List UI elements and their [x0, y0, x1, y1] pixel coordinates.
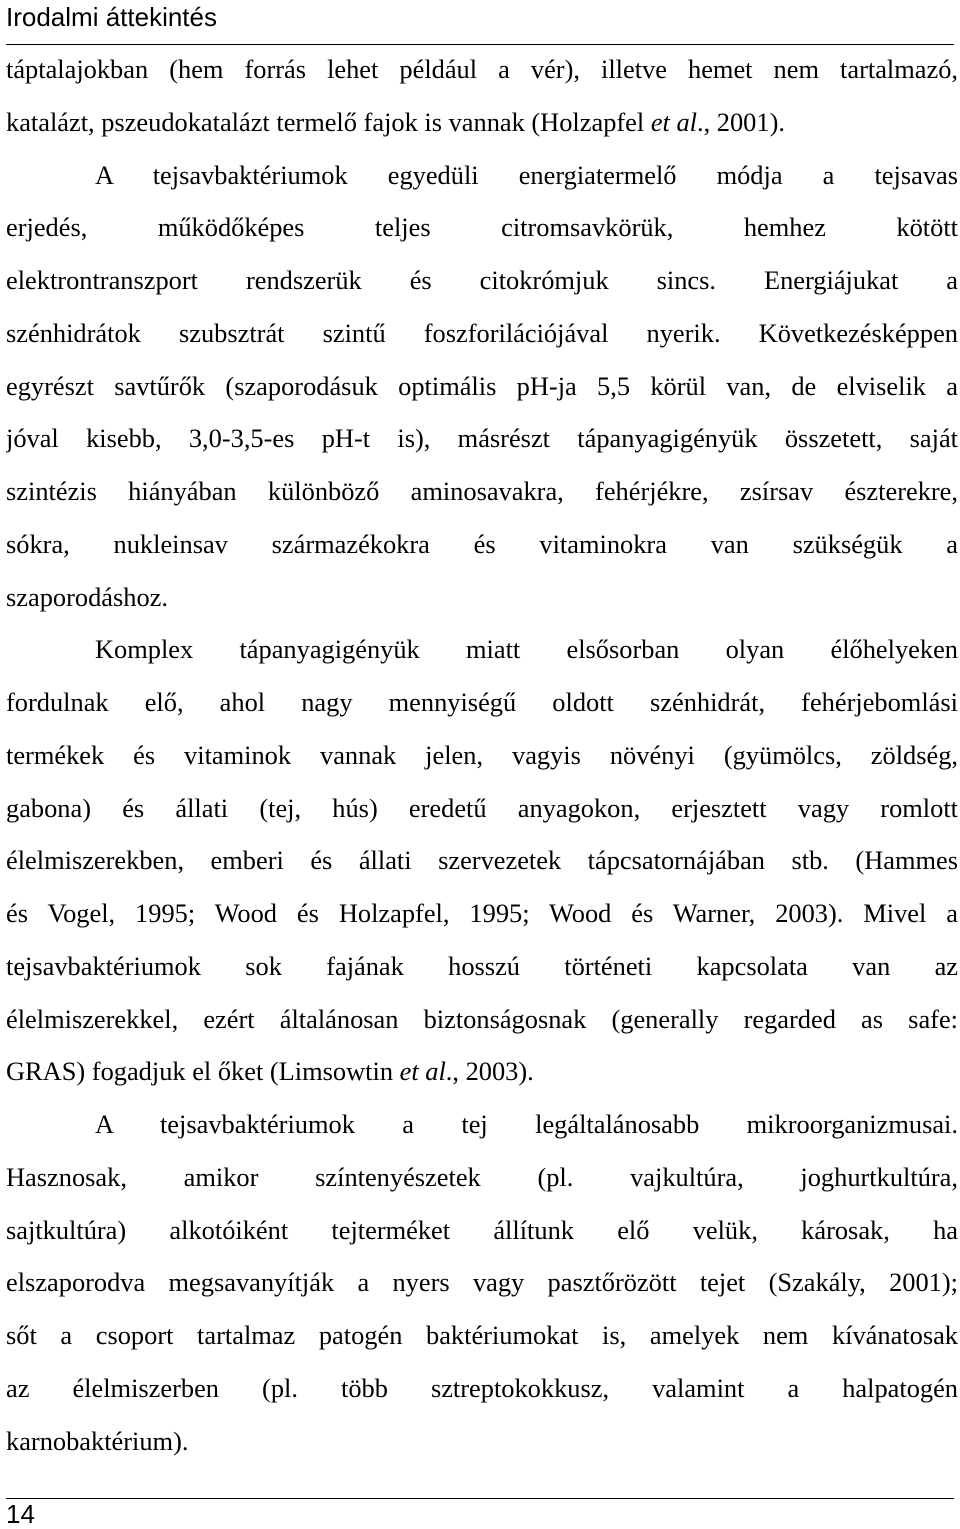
text-line: jóval kisebb, 3,0-3,5-es pH-t is), másrészt tápanyagigényük összetett, saját: [6, 423, 958, 454]
text-line: GRAS) fogadjuk el őket (Limsowtin et al., 2003).: [6, 1056, 534, 1087]
text-line: fordulnak elő, ahol nagy mennyiségű oldott szénhidrát, fehérjebomlási: [6, 687, 958, 717]
text-line: sókra, nukleinsav származékokra és vitaminokra van szükségük a: [6, 528, 958, 559]
text-line: Hasznosak, amikor színtenyészetek (pl. vajkultúra, joghurtkultúra,: [6, 1161, 958, 1192]
text-line: az élelmiszerben (pl. több sztreptokokkusz, valamint a halpatogén: [6, 1372, 958, 1403]
italic-et-al: et al: [399, 1056, 446, 1087]
text-line: gabona) és állati (tej, hús) eredetű anyagokon, erjesztett vagy romlott: [6, 792, 958, 823]
text-line: élelmiszerekben, emberi és állati szervezetek tápcsatornájában stb. (Hammes: [6, 845, 958, 876]
text-line: táptalajokban (hem forrás lehet például a vér), illetve hemet nem tartalmazó,: [6, 54, 958, 84]
text-line: tejsavbaktériumok sok fajának hosszú történeti kapcsolata van az: [6, 950, 958, 981]
body-text: [6, 43, 958, 1467]
text-line: termékek és vitaminok vannak jelen, vagyis növényi (gyümölcs, zöldség,: [6, 739, 958, 770]
italic-et-al: et al: [650, 106, 697, 137]
text-line: egyrészt savtűrők (szaporodásuk optimális pH-ja 5,5 körül van, de elviselik a: [6, 370, 958, 401]
text-line: elszaporodva megsavanyítják a nyers vagy pasztőrözött tejet (Szakály, 2001);: [6, 1267, 958, 1298]
text-line: Komplex tápanyagigényük miatt elsősorban olyan élőhelyeken: [95, 634, 958, 665]
text-line: A tejsavbaktériumok a tej legáltalánosabb mikroorganizmusai.: [95, 1109, 958, 1139]
text-line: szintézis hiányában különböző aminosavakra, fehérjékre, zsírsav észterekre,: [6, 476, 958, 506]
text-line: élelmiszerekkel, ezért általánosan biztonságosnak (generally regarded as safe:: [6, 1003, 958, 1034]
text-line: elektrontranszport rendszerük és citokrómjuk sincs. Energiájukat a: [6, 265, 958, 295]
text-line: szénhidrátok szubsztrát szintű foszforilációjával nyerik. Következésképpen: [6, 317, 958, 348]
running-header: Irodalmi áttekintés: [6, 2, 217, 32]
text-line: sajtkultúra) alkotóiként tejterméket állítunk elő velük, károsak, ha: [6, 1214, 958, 1245]
text-line: és Vogel, 1995; Wood és Holzapfel, 1995; Wood és Warner, 2003). Mivel a: [6, 898, 958, 928]
text-line: sőt a csoport tartalmaz patogén baktériumokat is, amelyek nem kívánatosak: [6, 1320, 958, 1350]
text-line: katalázt, pszeudokatalázt termelő fajok is vannak (Holzapfel et al., 2001).: [6, 106, 785, 137]
text-line: karnobaktérium).: [6, 1425, 189, 1456]
text-line: szaporodáshoz.: [6, 581, 168, 612]
text-line: erjedés, működőképes teljes citromsavkörük, hemhez kötött: [6, 212, 958, 243]
footer-rule: [6, 1498, 954, 1499]
page-number: 14: [6, 1499, 35, 1529]
text-line: A tejsavbaktériumok egyedüli energiatermelő módja a tejsavas: [95, 159, 958, 190]
